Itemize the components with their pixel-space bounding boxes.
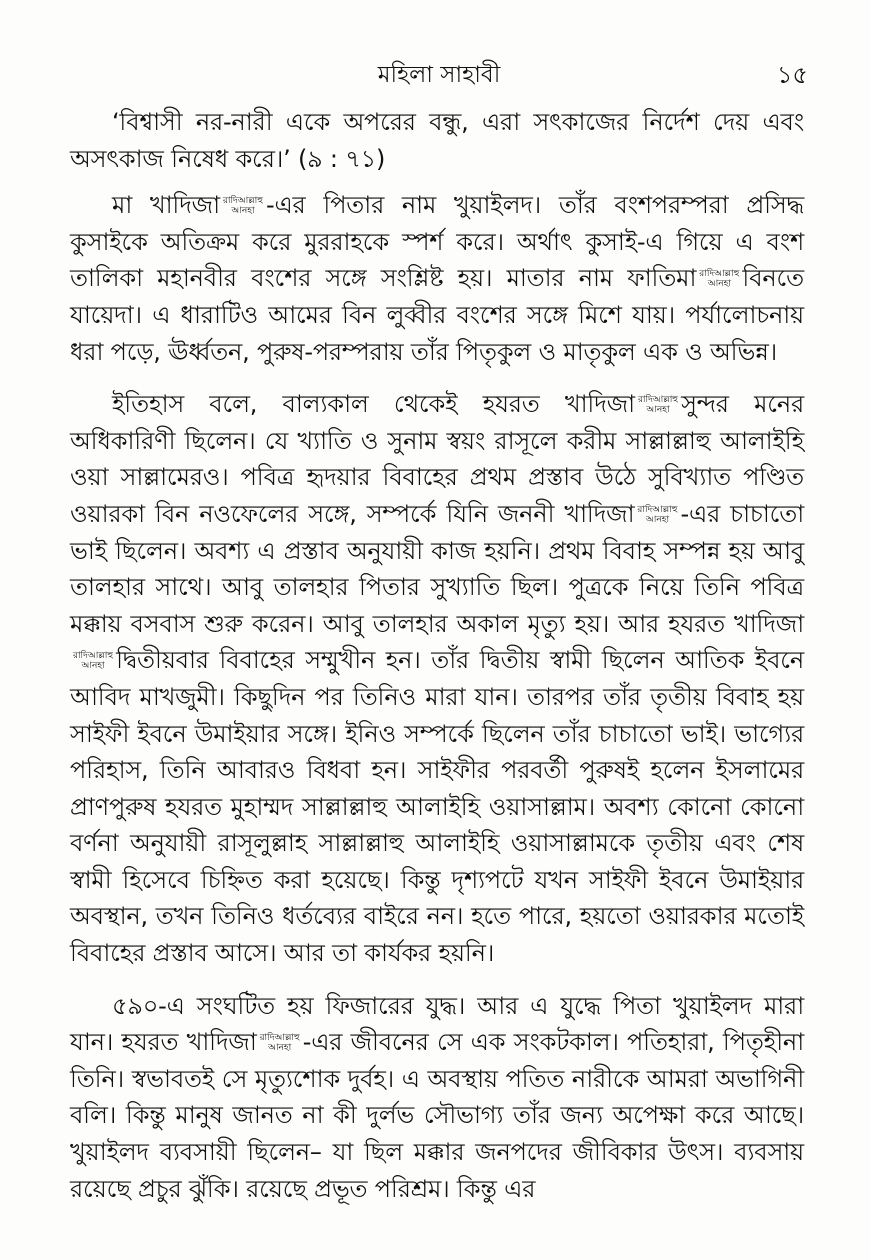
honorific-mark	[260, 1033, 300, 1053]
honorific-mark	[637, 505, 677, 525]
honorific-line: আনহা	[81, 661, 105, 672]
honorific-mark	[223, 196, 263, 216]
text-segment: -এর চাচাতো ভাই ছিলেন। অবশ্য এ প্রস্তাব অনুযায়ী কাজ হয়নি। প্রথম বিবাহ সম্পন্ন হয় আবু তালহার সাথে। আবু তালহার পিতার সুখ্যাতি ছিল। পুত্রকে নিয়ে তিনি পবিত্র মক্কায় বসবাস শুরু করেন। আবু তালহার অকাল মৃত্যু হয়। আর হযরত খাদিজা	[70, 499, 804, 638]
honorific-mark	[73, 651, 113, 671]
history-paragraph	[70, 386, 804, 972]
honorific-line: রাদিআল্লাহু	[637, 395, 679, 406]
honorific-line: রাদিআল্লাহু	[699, 269, 740, 280]
text-segment: ৫৯০-এ সংঘটিত হয় ফিজারের যুদ্ধ। আর এ যুদ্ধে পিতা খুয়াইলদ মারা যান। হযরত খাদিজা	[70, 991, 804, 1057]
running-header	[70, 58, 808, 92]
quote-text: ‘বিশ্বাসী নর-নারী একে অপরের বন্ধু, এরা সৎকাজের নির্দেশ দেয় এবং অসৎকাজ নিষেধ করে।’ (৯ : ৭১)	[70, 108, 804, 173]
quote-paragraph	[70, 104, 804, 177]
honorific-line: আনহা	[231, 206, 255, 217]
page-number: ১৫	[776, 61, 808, 89]
running-title: মহিলা সাহাবী	[377, 62, 501, 88]
text-segment: সুন্দর মনের অধিকারিণী ছিলেন। যে খ্যাতি ও সুনাম স্বয়ং রাসূলে করীম সাল্লাল্লাহু আলাইহি ওয়া সাল্লামেরও। পবিত্র হৃদয়ার বিবাহের প্রথম প্রস্তাব উঠে সুবিখ্যাত পণ্ডিত ওয়ারকা বিন নওফেলের সঙ্গে, সম্পর্কে যিনি জননী খাদিজা	[70, 390, 804, 528]
honorific-line: রাদিআল্লাহু	[222, 196, 264, 207]
honorific-line: আনহা	[707, 279, 731, 290]
lineage-paragraph	[70, 187, 804, 370]
text-segment: -এর পিতার নাম খুয়াইলদ। তাঁর বংশপরম্পরা প্রসিদ্ধ কুসাইকে অতিক্রম করে মুররাহকে স্পর্শ করে। অর্থাৎ কুসাই-এ গিয়ে এ বংশ তালিকা মহানবীর বংশের সঙ্গে সংশ্লিষ্ট হয়। মাতার নাম ফাতিমা	[70, 191, 804, 293]
honorific-line: আনহা	[646, 405, 670, 416]
honorific-line: আনহা	[268, 1043, 292, 1054]
honorific-line: রাদিআল্লাহু	[637, 504, 678, 515]
honorific-line: রাদিআল্লাহু	[73, 651, 114, 662]
honorific-mark	[699, 269, 739, 289]
text-segment: ইতিহাস বলে, বাল্যকাল থেকেই হযরত খাদিজা	[112, 390, 635, 419]
honorific-line: রাদিআল্লাহু	[259, 1033, 300, 1044]
honorific-mark	[638, 395, 678, 415]
text-segment: দ্বিতীয়বার বিবাহের সম্মুখীন হন। তাঁর দ্বিতীয় স্বামী ছিলেন আতিক ইবনে আবিদ মাখজুমী। কিছুদিন পর তিনিও মারা যান। তারপর তাঁর তৃতীয় বিবাহ হয় সাইফী ইবনে উমাইয়ার সঙ্গে। ইনিও সম্পর্কে ছিলেন তাঁর চাচাতো ভাই। ভাগ্যের পরিহাস, তিনি আবারও বিধবা হন। সাইফীর পরবর্তী পুরুষই হলেন ইসলামের প্রাণপুরুষ হযরত মুহাম্মদ সাল্লাল্লাহু আলাইহি ওয়াসাল্লাম। অবশ্য কোনো কোনো বর্ণনা অনুযায়ী রাসূলুল্লাহ সাল্লাল্লাহু আলাইহি ওয়াসাল্লামকে তৃতীয় এবং শেষ স্বামী হিসেবে চিহ্নিত করা হয়েছে। কিন্তু দৃশ্যপটে যখন সাইফী ইবনে উমাইয়ার অবস্থান, তখন তিনিও ধর্তব্যের বাইরে নন। হতে পারে, হয়তো ওয়ারকার মতোই বিবাহের প্রস্তাব আসে। আর তা কার্যকর হয়নি।	[70, 646, 804, 968]
war-paragraph	[70, 988, 804, 1208]
text-segment: বিনতে যায়েদা। এ ধারাটিও আমের বিন লুব্বীর বংশের সঙ্গে মিশে যায়। পর্যালোচনায় ধরা পড়ে, ঊর্ধ্বতন, পুরুষ-পরম্পরায় তাঁর পিতৃকুল ও মাতৃকুল এক ও অভিন্ন।	[70, 264, 804, 366]
honorific-line: আনহা	[645, 514, 670, 525]
text-segment: -এর জীবনের সে এক সংকটকাল। পতিহারা, পিতৃহীনা তিনি। স্বভাবতই সে মৃত্যুশোক দুর্বহ। এ অবস্থায় পতিত নারীকে আমরা অভাগিনী বলি। কিন্তু মানুষ জানত না কী দুর্লভ সৌভাগ্য তাঁর জন্য অপেক্ষা করে আছে। খুয়াইলদ ব্যবসায়ী ছিলেন– যা ছিল মক্কার জনপদের জীবিকার উৎস। ব্যবসায় রয়েছে প্রচুর ঝুঁকি। রয়েছে প্রভূত পরিশ্রম। কিন্তু এর	[70, 1028, 804, 1203]
text-segment: মা খাদিজা	[112, 191, 220, 220]
body-text	[70, 104, 804, 1223]
